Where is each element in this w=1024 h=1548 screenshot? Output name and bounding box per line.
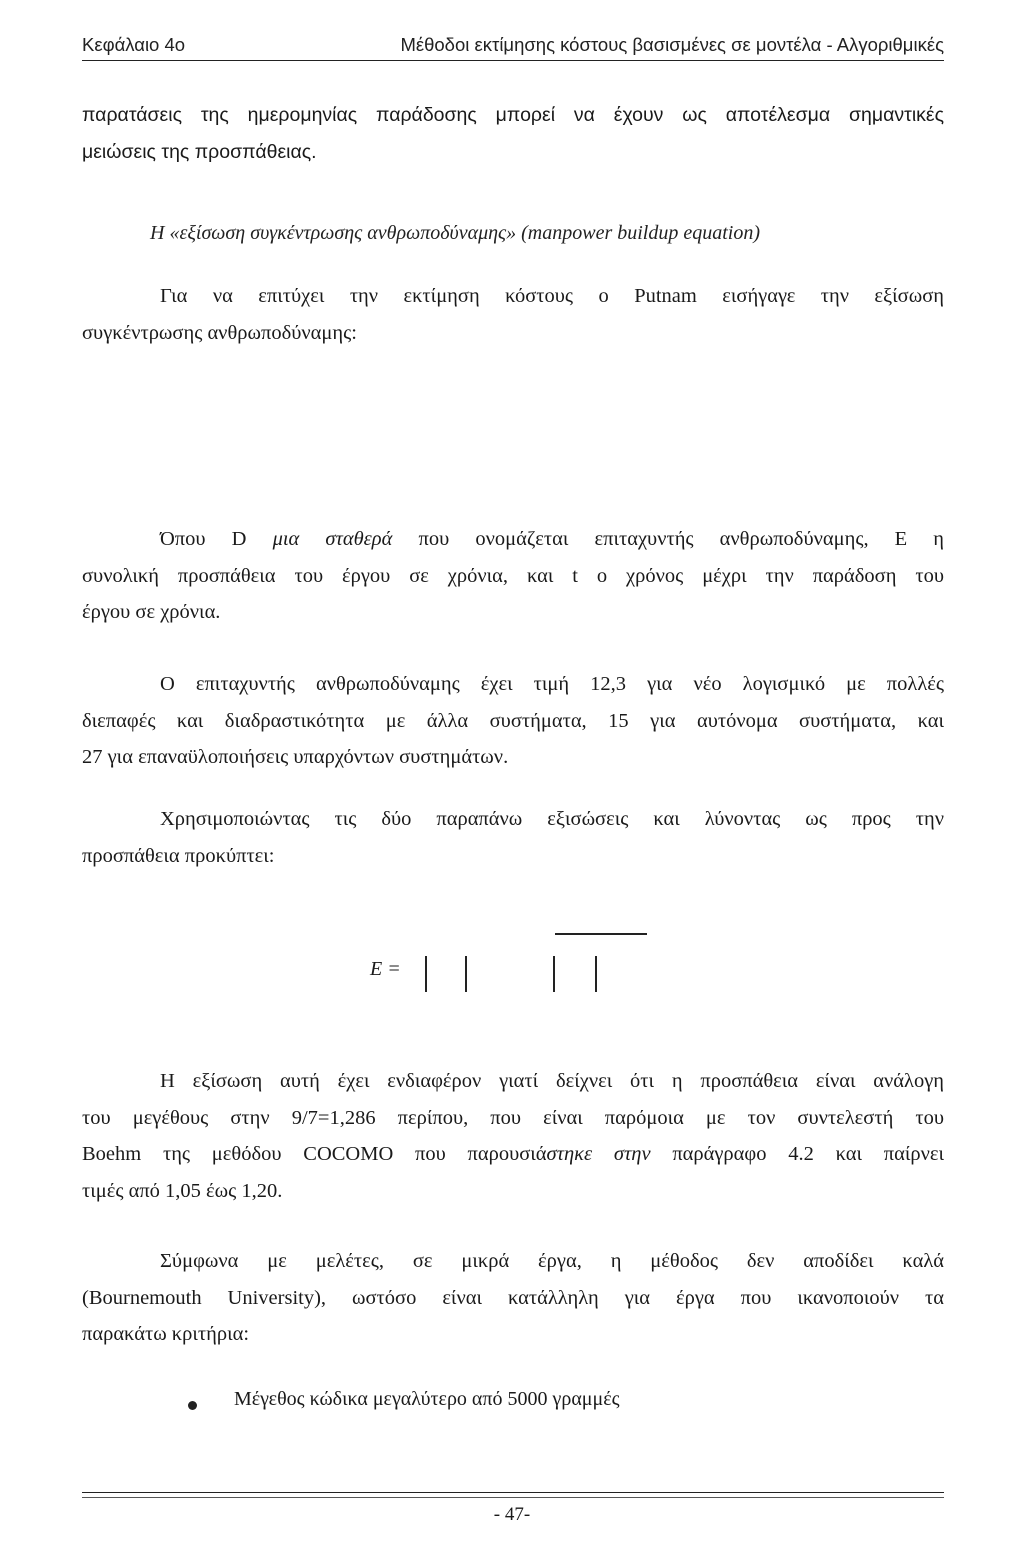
paragraph-line: Χρησιμοποιώντας τις δύο παραπάνω εξισώσεις και λύνοντας ως προς την [160,808,944,830]
chapter-label: Κεφάλαιο 4ο [82,34,186,55]
paragraph-line: Ο επιταχυντής ανθρωποδύναμης έχει τιμή 12,3 για νέο λογισμικό με πολλές [160,673,944,695]
fraction-bar [555,933,647,935]
italic-run: στηκε στην [546,1143,651,1165]
equation-effort [370,930,660,1000]
paragraph-line: προσπάθεια προκύπτει: [82,844,275,867]
bullet-text: Μέγεθος κώδικα μεγαλύτερο από 5000 γραμμές [234,1388,620,1410]
text-run: Όπου D [160,528,273,550]
paragraph-line: παρακάτω κριτήρια: [82,1323,250,1345]
paren-left [425,956,427,992]
paragraph-line: συνολική προσπάθεια του έργου σε χρόνια, και t ο χρόνος μέχρι την παράδοση του [82,564,944,587]
paragraph-line: έργου σε χρόνια. [82,601,221,623]
paren-left [553,956,555,992]
paragraph-line: διεπαφές και διαδραστικότητα με άλλα συστήματα, 15 για αυτόνομα συστήματα, και [82,709,944,732]
paren-right [595,956,597,992]
text-run: που ονομάζεται επιταχυντής ανθρωποδύναμης, Ε η [392,528,945,550]
paragraph-line: τιμές από 1,05 έως 1,20. [82,1179,283,1202]
section-heading: Η «εξίσωση συγκέντρωσης ανθρωποδύναμης» (manpower buildup equation) [150,222,761,244]
paragraph-1 [82,97,944,170]
page-number: - 47- [493,1504,531,1525]
paragraph-line: Σύμφωνα με μελέτες, σε μικρά έργα, η μέθοδος δεν αποδίδει καλά [160,1250,944,1272]
footer-rule [82,1492,944,1493]
paren-right [465,956,467,992]
paragraph-line: μειώσεις της προσπάθειας. [82,140,317,163]
equation-label: E = [370,958,401,980]
paragraph-line: παρατάσεις της ημερομηνίας παράδοσης μπορεί να έχουν ως αποτέλεσμα σημαντικές [82,104,944,126]
paragraph-line: Για να επιτύχει την εκτίμηση κόστους ο Putnam εισήγαγε την εξίσωση [160,285,944,307]
text-run: Boehm της μεθόδου COCOMO που παρουσιά [82,1143,547,1165]
paragraph-line: του μεγέθους στην 9/7=1,286 περίπου, που είναι παρόμοια με τον συντελεστή του [82,1106,944,1129]
paragraph-line [82,1136,944,1173]
paragraph-line: Η εξίσωση αυτή έχει ενδιαφέρον γιατί δείχνει ότι η προσπάθεια είναι ανάλογη [160,1070,944,1092]
paragraph-3 [82,521,944,631]
paragraph-4 [82,666,944,776]
paragraph-line: (Bournemouth University), ωστόσο είναι κατάλληλη για έργα που ικανοποιούν τα [82,1286,944,1309]
paragraph-2 [82,278,944,351]
paragraph-line: συγκέντρωσης ανθρωποδύναμης: [82,321,357,344]
paragraph-6 [82,1063,944,1209]
text-run: παράγραφο 4.2 και παίρνει [650,1143,944,1165]
italic-run: μια σταθερά [272,528,393,550]
paragraph-line [82,521,944,558]
paragraph-7 [82,1243,944,1353]
paragraph-line: 27 για επαναϋλοποιήσεις υπαρχόντων συστημάτων. [82,746,509,768]
bullet-icon [188,1401,197,1410]
header-rule [82,60,944,61]
chapter-title: Μέθοδοι εκτίμησης κόστους βασισμένες σε μοντέλα - Αλγοριθμικές [400,34,944,55]
page-header [82,34,944,64]
footer-rule-secondary [82,1497,944,1498]
paragraph-5 [82,801,944,874]
